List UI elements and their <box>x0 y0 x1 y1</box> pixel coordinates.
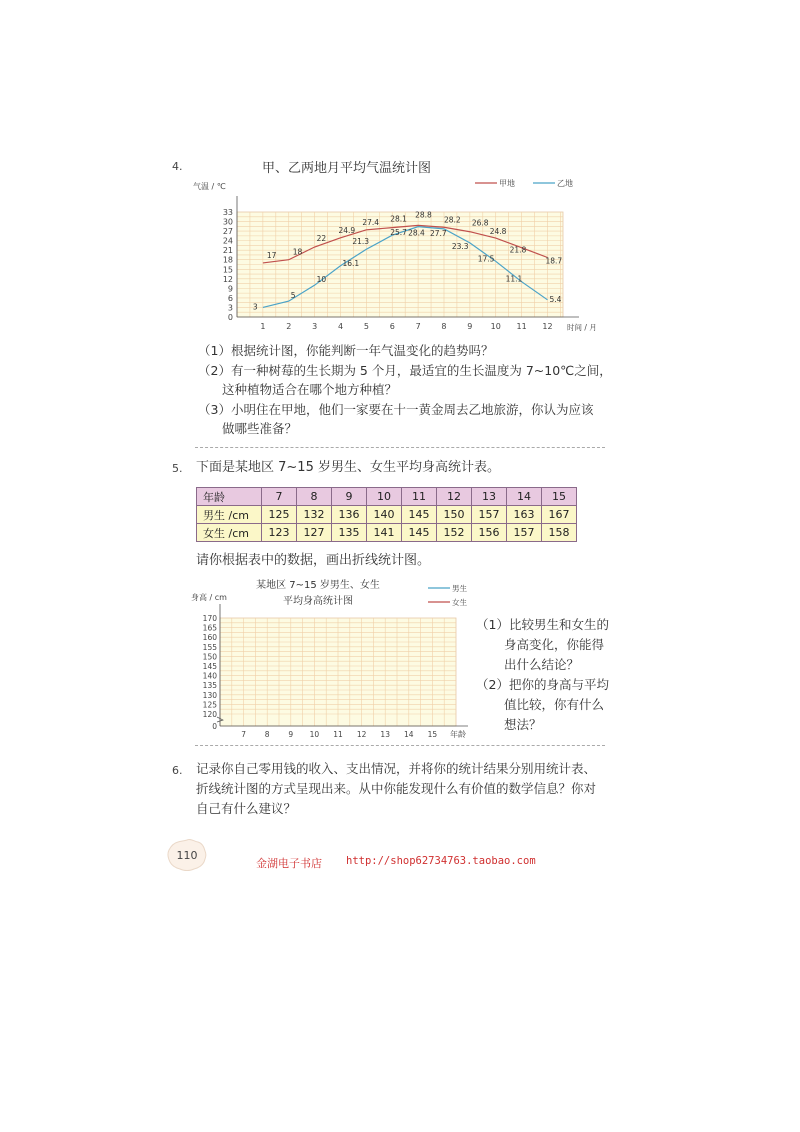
table-header-cell: 9 <box>332 488 367 506</box>
q4-item-3 <box>198 400 618 438</box>
chart1-data-label: 28.4 <box>408 228 425 238</box>
q6-line-2: 折线统计图的方式呈现出来。从中你能发现什么有价值的数学信息？你对 <box>196 781 597 796</box>
chart2-legend-label: 女生 <box>452 598 467 607</box>
section-divider-1 <box>195 447 605 448</box>
chart1-data-label: 17.5 <box>477 254 495 264</box>
table-cell: 167 <box>542 506 577 524</box>
q4-chart-title: 甲、乙两地月平均气温统计图 <box>262 161 432 176</box>
chart1-data-label: 18 <box>292 247 303 257</box>
chart2-x-axis-label: 年龄 <box>450 730 466 739</box>
table-header-cell: 11 <box>402 488 437 506</box>
chart1-data-label: 21.8 <box>509 245 527 255</box>
q5-side-item-1-line-2: 身高变化，你能得 <box>504 637 605 652</box>
chart1-data-label: 24.9 <box>338 225 356 235</box>
height-table <box>196 487 577 542</box>
chart1-data-label: 3 <box>252 302 258 312</box>
table-cell: 152 <box>437 524 472 542</box>
table-cell: 男生 /cm <box>197 506 262 524</box>
chart1-y-tick-label: 0 <box>227 313 233 322</box>
q4-item-2-line-2: 这种植物适合在哪个地方种植？ <box>222 382 398 397</box>
table-cell: 135 <box>332 524 367 542</box>
chart2-y-tick-label: 165 <box>202 623 217 633</box>
q5-side-item-2-line-1: 把你的身高与平均 <box>508 677 609 692</box>
table-header-cell: 7 <box>262 488 297 506</box>
chart2-y-axis-label: 身高 / cm <box>191 593 227 602</box>
q4-number: 4. <box>172 160 183 173</box>
table-cell: 145 <box>402 506 437 524</box>
chart1-data-label: 5.4 <box>549 294 562 304</box>
chart1-y-tick-label: 27 <box>222 227 233 237</box>
chart2-x-tick-label: 7 <box>241 730 246 739</box>
chart1-data-label: 18.7 <box>545 256 563 266</box>
chart1-y-tick-label: 15 <box>222 265 233 275</box>
chart1-y-axis-label: 气温 / ℃ <box>193 182 226 191</box>
chart1-x-tick-label: 5 <box>363 322 369 331</box>
temperature-chart <box>185 172 605 337</box>
chart1-y-tick-label: 21 <box>222 246 233 256</box>
chart1-y-tick-label: 24 <box>222 236 233 246</box>
chart2-x-tick-label: 9 <box>288 730 294 739</box>
q5-side-item-2-line-3: 想法？ <box>504 717 542 732</box>
chart1-data-label: 11.1 <box>505 274 523 284</box>
chart1-y-tick-label: 12 <box>222 274 233 284</box>
chart2-title-line: 某地区 7~15 岁男生、女生 <box>256 580 380 591</box>
table-header-cell: 12 <box>437 488 472 506</box>
table-cell: 157 <box>472 506 507 524</box>
chart1-data-label: 27.4 <box>362 217 380 227</box>
chart1-data-label: 24.8 <box>489 227 507 237</box>
q4-item-3-line-2: 做哪些准备？ <box>222 421 298 436</box>
q4-item-2-line-1: 有一种树莓的生长期为 5 个月，最适宜的生长温度为 7~10℃之间， <box>230 363 612 378</box>
chart1-data-label: 22 <box>316 234 327 243</box>
chart1-y-tick-label: 9 <box>227 284 233 294</box>
table-cell: 女生 /cm <box>197 524 262 542</box>
chart1-x-tick-label: 11 <box>516 322 527 331</box>
page-number: 110 <box>176 849 198 862</box>
chart2-x-tick-label: 15 <box>427 730 438 739</box>
chart1-data-label: 17 <box>266 250 277 260</box>
table-cell: 163 <box>507 506 542 524</box>
q6-line-1: 记录你自己零用钱的收入、支出情况，并将你的统计结果分别用统计表、 <box>196 761 597 776</box>
chart2-title-line: 平均身高统计图 <box>283 596 353 607</box>
table-cell: 158 <box>542 524 577 542</box>
chart1-data-label: 21.3 <box>352 237 370 247</box>
chart2-y-tick-label: 0 <box>212 722 217 731</box>
chart2-y-tick-label: 120 <box>202 710 217 719</box>
q5-side-item-1-num: （1） <box>476 617 509 632</box>
chart2-x-tick-label: 13 <box>380 730 390 739</box>
chart2-x-tick-label: 11 <box>333 730 343 739</box>
q6-line-3: 自己有什么建议？ <box>196 801 297 816</box>
q5-side-item-2 <box>476 675 616 735</box>
q4-item-1-num: （1） <box>198 343 231 358</box>
section-divider-2 <box>195 745 605 746</box>
q5-side-item-1-line-3: 出什么结论？ <box>504 657 580 672</box>
chart2-y-tick-label: 145 <box>202 662 217 671</box>
table-row-girls <box>197 524 577 542</box>
table-row-boys <box>197 506 577 524</box>
q4-item-3-line-1: 小明住在甲地，他们一家要在十一黄金周去乙地旅游，你认为应该 <box>230 402 594 417</box>
chart1-data-label: 23.3 <box>451 241 469 251</box>
chart2-y-tick-label: 170 <box>202 614 217 623</box>
table-cell: 132 <box>297 506 332 524</box>
table-header-cell: 14 <box>507 488 542 506</box>
chart1-legend-label: 乙地 <box>557 179 573 188</box>
q4-item-1-text: 根据统计图，你能判断一年气温变化的趋势吗？ <box>230 343 494 358</box>
footer-url[interactable]: http://shop62734763.taobao.com <box>346 855 536 867</box>
chart2-x-tick-label: 12 <box>356 730 367 739</box>
chart1-data-label: 5 <box>290 291 296 301</box>
table-cell: 140 <box>367 506 402 524</box>
q5-instruction: 请你根据表中的数据，画出折线统计图。 <box>196 553 431 568</box>
chart1-data-label: 28.8 <box>415 210 432 220</box>
table-header-cell: 13 <box>472 488 507 506</box>
chart1-x-tick-label: 10 <box>490 322 501 331</box>
chart1-x-tick-label: 3 <box>312 322 318 331</box>
table-header-cell: 15 <box>542 488 577 506</box>
table-cell: 150 <box>437 506 472 524</box>
chart2-x-tick-label: 8 <box>264 730 270 739</box>
chart2-y-tick-label: 150 <box>202 652 217 662</box>
chart2-y-tick-label: 155 <box>202 642 217 652</box>
chart2-y-tick-label: 160 <box>202 633 217 643</box>
q5-side-item-1-line-1: 比较男生和女生的 <box>508 617 609 632</box>
q5-side-item-2-num: （2） <box>476 677 509 692</box>
chart2-y-tick-label: 130 <box>202 690 217 700</box>
height-chart <box>188 576 478 740</box>
footer-shop: 金湖电子书店 <box>256 857 322 870</box>
chart1-data-label: 10 <box>316 275 327 285</box>
q5-side-item-2-line-2: 值比较，你有什么 <box>504 697 605 712</box>
chart2-x-tick-label: 14 <box>404 730 414 739</box>
table-cell: 141 <box>367 524 402 542</box>
chart2-y-tick-label: 135 <box>202 681 217 691</box>
chart1-data-label: 26.8 <box>471 218 489 228</box>
q4-item-1 <box>198 341 618 360</box>
q4-item-2 <box>198 361 618 399</box>
chart1-x-tick-label: 1 <box>260 322 266 331</box>
chart1-data-label: 28.1 <box>390 214 407 224</box>
chart1-y-tick-label: 18 <box>222 255 233 265</box>
chart1-x-axis-label: 时间 / 月 <box>567 323 597 332</box>
table-cell: 156 <box>472 524 507 542</box>
chart1-x-tick-label: 7 <box>415 322 421 331</box>
chart2-y-tick-label: 140 <box>202 671 217 681</box>
chart1-x-tick-label: 6 <box>389 322 395 331</box>
table-cell: 123 <box>262 524 297 542</box>
table-header-cell: 8 <box>297 488 332 506</box>
chart1-data-label: 25.7 <box>390 228 407 238</box>
chart1-x-tick-label: 12 <box>542 322 553 331</box>
chart1-x-tick-label: 4 <box>337 322 344 331</box>
table-cell: 157 <box>507 524 542 542</box>
table-cell: 136 <box>332 506 367 524</box>
chart1-y-tick-label: 33 <box>222 208 233 217</box>
chart2-y-tick-label: 125 <box>202 700 217 710</box>
chart2-legend-label: 男生 <box>452 584 467 593</box>
chart1-y-tick-label: 30 <box>222 217 233 227</box>
chart1-x-tick-label: 8 <box>441 322 447 331</box>
q5-side-item-1 <box>476 615 616 675</box>
table-header-cell: 年龄 <box>197 488 262 506</box>
chart1-data-label: 16.1 <box>342 258 360 268</box>
chart1-data-label: 27.7 <box>429 228 447 238</box>
chart1-x-tick-label: 2 <box>286 322 292 331</box>
page-number-badge <box>167 838 207 872</box>
chart2-x-tick-label: 10 <box>309 730 320 739</box>
q5-number: 5. <box>172 462 183 475</box>
chart1-y-tick-label: 6 <box>227 293 233 303</box>
q4-item-3-num: （3） <box>198 402 231 417</box>
table-header-row <box>197 488 577 506</box>
chart1-legend-label: 甲地 <box>499 179 515 188</box>
chart1-x-tick-label: 9 <box>467 322 473 331</box>
chart1-y-tick-label: 3 <box>227 303 233 313</box>
table-cell: 127 <box>297 524 332 542</box>
q5-text: 下面是某地区 7~15 岁男生、女生平均身高统计表。 <box>196 460 500 475</box>
table-cell: 145 <box>402 524 437 542</box>
q6-number: 6. <box>172 764 183 777</box>
q4-item-2-num: （2） <box>198 363 231 378</box>
table-cell: 125 <box>262 506 297 524</box>
q6-text <box>196 759 616 819</box>
table-header-cell: 10 <box>367 488 402 506</box>
chart1-data-label: 28.2 <box>443 215 461 225</box>
